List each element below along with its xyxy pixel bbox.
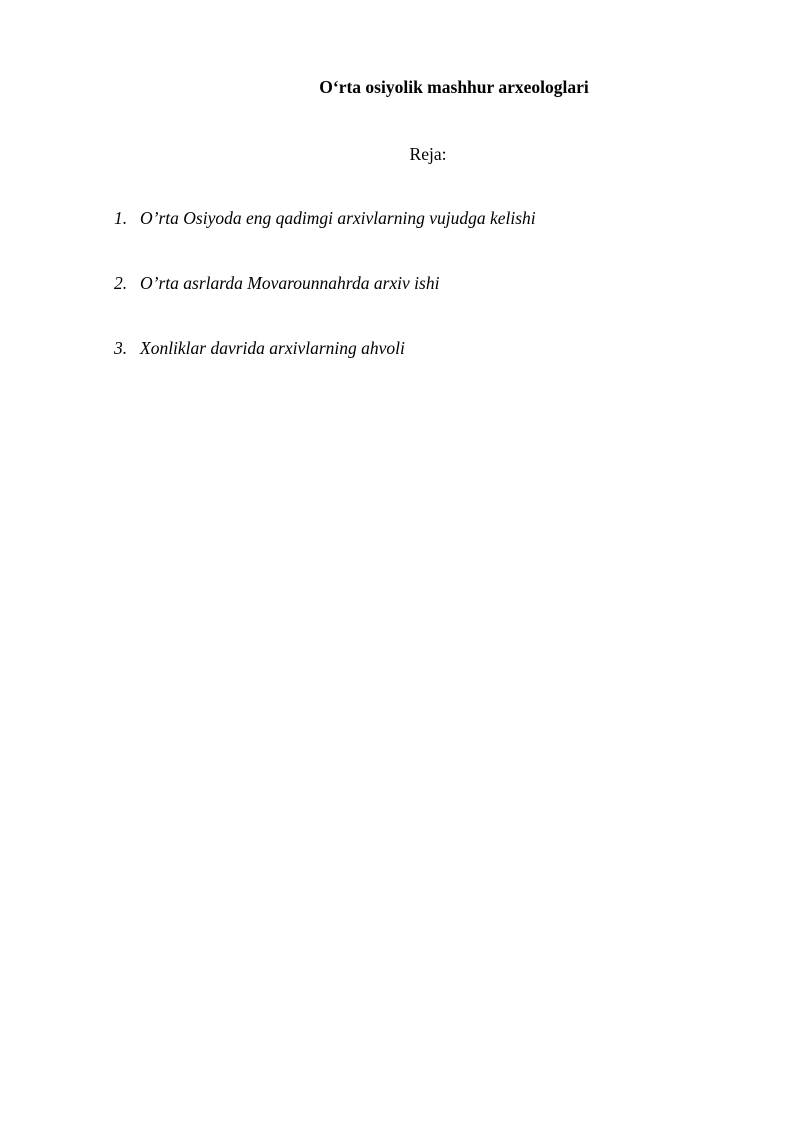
plan-item — [114, 272, 536, 337]
plan-item-text: Xonliklar davrida arxivlarning ahvoli — [140, 338, 405, 358]
plan-item-number: 3. — [114, 338, 128, 358]
plan-heading: Reja: — [409, 144, 447, 164]
plan-item-number: 2. — [114, 273, 128, 293]
plan-list — [114, 207, 536, 402]
plan-item — [114, 337, 536, 402]
document-title: O‘rta osiyolik mashhur arxeologlari — [319, 77, 589, 97]
plan-item-text: O’rta asrlarda Movarounnahrda arxiv ishi — [140, 273, 440, 293]
plan-item-number: 1. — [114, 208, 128, 228]
plan-item — [114, 207, 536, 272]
plan-item-text: O’rta Osiyoda eng qadimgi arxivlarning vujudga kelishi — [140, 208, 536, 228]
